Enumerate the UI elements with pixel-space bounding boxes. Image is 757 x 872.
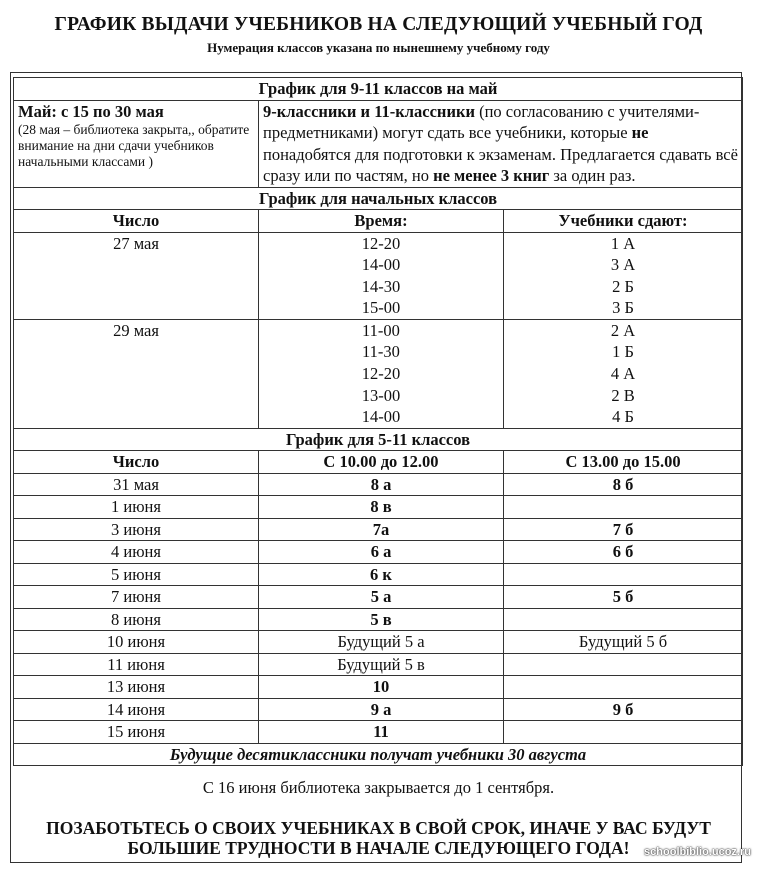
row-afternoon (504, 721, 743, 744)
may-period-cell (14, 100, 259, 187)
row-morning: 9 а (259, 698, 504, 721)
page-subtitle: Нумерация классов указана по нынешнему учебному году (207, 40, 550, 55)
row-morning: Будущий 5 а (259, 631, 504, 654)
secondary-heading-row (14, 428, 743, 451)
primary-day-row (14, 319, 743, 428)
row-afternoon (504, 653, 743, 676)
row-date: 10 июня (14, 631, 259, 654)
row-date: 7 июня (14, 586, 259, 609)
class-slot: 1 Б (612, 342, 634, 362)
may-desc-bold-3: не менее 3 книг (433, 166, 550, 185)
table-row (14, 698, 743, 721)
primary-day-times (259, 232, 504, 319)
primary-col-time: Время: (259, 210, 504, 233)
row-date: 15 июня (14, 721, 259, 744)
table-row (14, 518, 743, 541)
time-slot: 12-20 (361, 233, 401, 253)
time-slot: 14-30 (361, 276, 401, 296)
table-row (14, 586, 743, 609)
row-date: 4 июня (14, 541, 259, 564)
row-morning: Будущий 5 в (259, 653, 504, 676)
table-row (14, 541, 743, 564)
time-slot: 11-30 (362, 342, 400, 362)
row-afternoon: 9 б (504, 698, 743, 721)
row-morning: 5 в (259, 608, 504, 631)
warning-line-2: БОЛЬШИЕ ТРУДНОСТИ В НАЧАЛЕ СЛЕДУЮЩЕГО ГОДА! (127, 838, 630, 858)
table-row (14, 631, 743, 654)
class-slot: 2 В (611, 385, 635, 405)
table-row (14, 721, 743, 744)
schedule-table (13, 77, 743, 766)
primary-heading-row (14, 187, 743, 210)
table-row (14, 653, 743, 676)
row-morning: 7а (259, 518, 504, 541)
secondary-col-afternoon: С 13.00 до 15.00 (504, 451, 743, 474)
class-slot: 3 Б (612, 298, 634, 318)
row-afternoon (504, 676, 743, 699)
primary-day-classes (504, 232, 743, 319)
primary-day-times (259, 319, 504, 428)
may-desc-2: понадобятся для подготовки к экзаменам. Предлагается сдавать всё сразу или по частям, но (263, 144, 738, 185)
warning-line-1: ПОЗАБОТЬТЕСЬ О СВОИХ УЧЕБНИКАХ В СВОЙ СРОК, ИНАЧЕ У ВАС БУДУТ (46, 818, 711, 838)
time-slot: 14-00 (361, 255, 401, 275)
may-desc-bold-2: не (631, 123, 649, 142)
row-morning: 8 а (259, 473, 504, 496)
table-row (14, 496, 743, 519)
table-row (14, 676, 743, 699)
row-date: 1 июня (14, 496, 259, 519)
closing-note: С 16 июня библиотека закрывается до 1 сентября. (202, 778, 555, 797)
row-date: 5 июня (14, 563, 259, 586)
time-slot: 13-00 (361, 385, 401, 405)
may-section-heading: График для 9-11 классов на май (14, 78, 743, 101)
secondary-header-row (14, 451, 743, 474)
table-row (14, 563, 743, 586)
class-slot: 3 А (610, 255, 636, 275)
time-slot: 14-00 (361, 407, 401, 427)
primary-col-date: Число (14, 210, 259, 233)
row-date: 13 июня (14, 676, 259, 699)
primary-day-classes (504, 319, 743, 428)
secondary-col-date: Число (14, 451, 259, 474)
may-section-row (14, 100, 743, 187)
primary-day-date: 27 мая (14, 232, 259, 319)
row-morning: 5 а (259, 586, 504, 609)
table-row (14, 608, 743, 631)
page-title: ГРАФИК ВЫДАЧИ УЧЕБНИКОВ НА СЛЕДУЮЩИЙ УЧЕБНЫЙ ГОД (54, 14, 703, 35)
row-morning: 6 к (259, 563, 504, 586)
table-row (14, 473, 743, 496)
may-description (259, 100, 743, 187)
row-afternoon (504, 496, 743, 519)
primary-header-row (14, 210, 743, 233)
primary-col-books: Учебники сдают: (504, 210, 743, 233)
row-afternoon: 7 б (504, 518, 743, 541)
primary-heading: График для начальных классов (14, 187, 743, 210)
row-morning: 8 в (259, 496, 504, 519)
time-slot: 11-00 (362, 320, 400, 340)
future-note: Будущие десятиклассники получат учебники 30 августа (14, 743, 743, 766)
future-note-row (14, 743, 743, 766)
row-afternoon (504, 608, 743, 631)
secondary-heading: График для 5-11 классов (14, 428, 743, 451)
may-section-heading-row (14, 78, 743, 101)
may-note: (28 мая – библиотека закрыта,, обратите внимание на дни сдачи учебников начальными классами ) (18, 122, 250, 169)
may-period: Май: с 15 по 30 мая (18, 101, 164, 121)
row-afternoon: Будущий 5 б (504, 631, 743, 654)
time-slot: 12-20 (361, 364, 401, 384)
row-morning: 11 (259, 721, 504, 744)
class-slot: 4 А (610, 364, 636, 384)
time-slot: 15-00 (361, 298, 401, 318)
row-date: 11 июня (14, 653, 259, 676)
primary-day-row (14, 232, 743, 319)
secondary-col-morning: С 10.00 до 12.00 (259, 451, 504, 474)
may-desc-1: (по согласованию с учителями-предметниками) могут сдать все учебники, которые (263, 101, 700, 142)
row-date: 31 мая (14, 473, 259, 496)
row-morning: 6 а (259, 541, 504, 564)
primary-day-date: 29 мая (14, 319, 259, 428)
row-morning: 10 (259, 676, 504, 699)
may-desc-bold-1: 9-классники и 11-классники (263, 101, 475, 121)
row-afternoon (504, 563, 743, 586)
may-desc-3: за один раз. (549, 166, 636, 185)
watermark: schoolbiblio.ucoz.ru (644, 846, 751, 858)
class-slot: 1 А (610, 233, 636, 253)
class-slot: 2 Б (612, 276, 634, 296)
class-slot: 2 А (610, 320, 636, 340)
row-afternoon: 5 б (504, 586, 743, 609)
row-afternoon: 6 б (504, 541, 743, 564)
row-afternoon: 8 б (504, 473, 743, 496)
row-date: 8 июня (14, 608, 259, 631)
row-date: 14 июня (14, 698, 259, 721)
class-slot: 4 Б (612, 407, 634, 427)
row-date: 3 июня (14, 518, 259, 541)
